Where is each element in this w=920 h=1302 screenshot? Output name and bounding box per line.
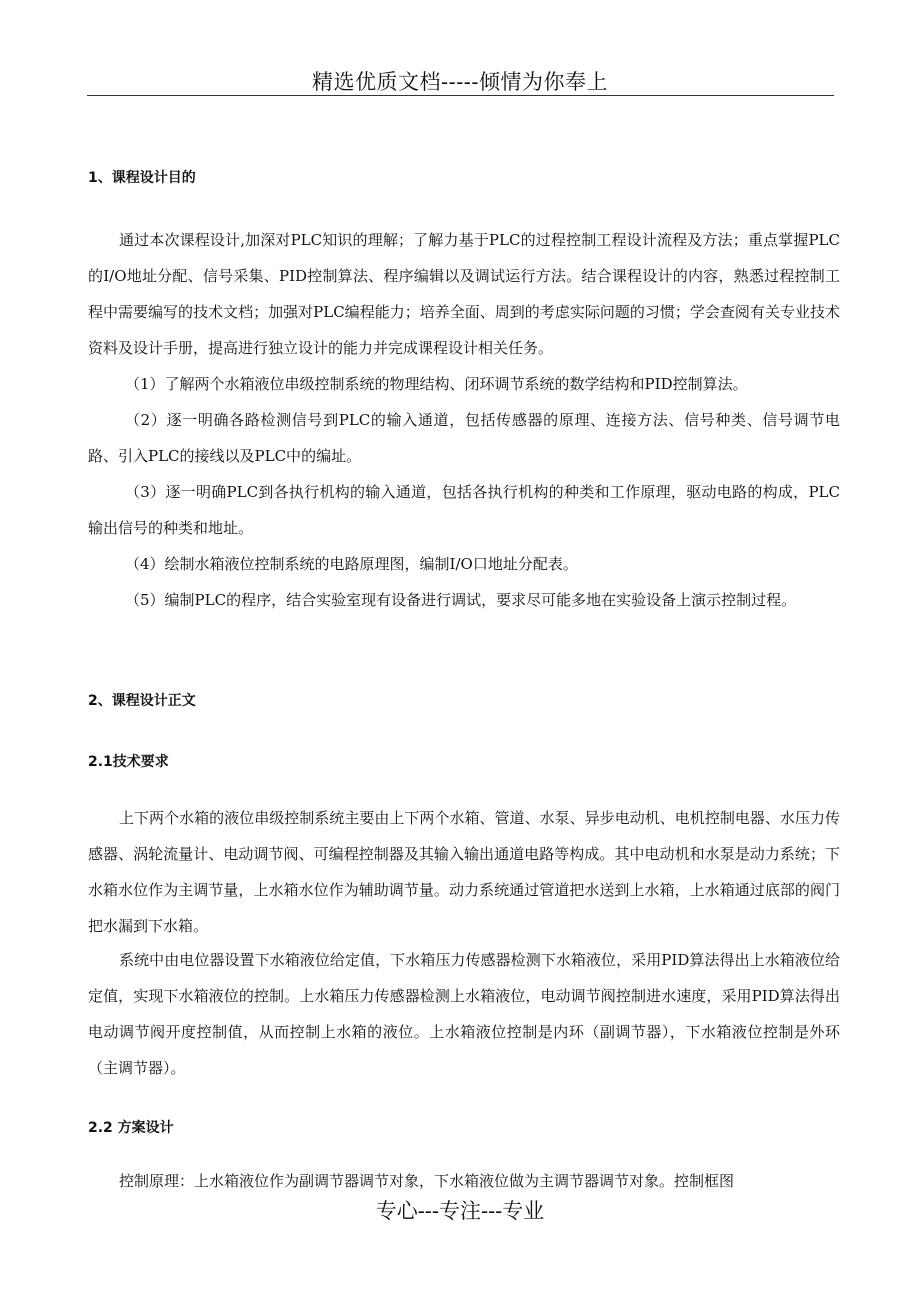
page-footer: 专心---专注---专业 — [375, 1199, 545, 1223]
section1-item-2: （2）逐一明确各路检测信号到PLC的输入通道，包括传感器的原理、连接方法、信号种类、信号调节电路、引入PLC的接线以及PLC中的编址。 — [88, 411, 840, 465]
header-rule — [87, 95, 834, 96]
section2-2-para1: 控制原理：上水箱液位作为副调节器调节对象，下水箱液位做为主调节器调节对象。控制框图 — [119, 1172, 735, 1190]
section2-1-para2: 系统中由电位器设置下水箱液位给定值，下水箱压力传感器检测下水箱液位，采用PID算法得出上水箱液位给定值，实现下水箱液位的控制。上水箱压力传感器检测上水箱液位，电动调节阀控制进水速度，采用PID算法得出电动调节阀开度控制值，从而控制上水箱的液位。上水箱液位控制是内环（副调节器），下水箱液位控制是外环（主调节器）。 — [88, 951, 840, 1077]
section2-2-heading: 2.2 方案设计 — [88, 1120, 174, 1136]
section1-item-3: （3）逐一明确PLC到各执行机构的输入通道，包括各执行机构的种类和工作原理，驱动电路的构成，PLC输出信号的种类和地址。 — [88, 483, 840, 537]
page-header: 精选优质文档-----倾情为你奉上 — [312, 70, 608, 94]
section2-1-heading: 2.1技术要求 — [88, 754, 169, 770]
section1-heading: 1、课程设计目的 — [88, 170, 196, 186]
section1-item-5: （5）编制PLC的程序，结合实验室现有设备进行调试，要求尽可能多地在实验设备上演示控制过程。 — [125, 591, 797, 609]
section1-item-1: （1）了解两个水箱液位串级控制系统的物理结构、闭环调节系统的数学结构和PID控制算法。 — [125, 375, 748, 393]
section1-intro: 通过本次课程设计,加深对PLC知识的理解；了解力基于PLC的过程控制工程设计流程及方法；重点掌握PLC的I/O地址分配、信号采集、PID控制算法、程序编辑以及调试运行方法。结合课程设计的内容，熟悉过程控制工程中需要编写的技术文档；加强对PLC编程能力；培养全面、周到的考虑实际问题的习惯；学会查阅有关专业技术资料及设计手册，提高进行独立设计的能力并完成课程设计相关任务。 — [88, 231, 840, 357]
section1-item-4: （4）绘制水箱液位控制系统的电路原理图，编制I/O口地址分配表。 — [125, 555, 578, 573]
section2-heading: 2、课程设计正文 — [88, 693, 196, 709]
section2-1-para1: 上下两个水箱的液位串级控制系统主要由上下两个水箱、管道、水泵、异步电动机、电机控制电器、水压力传感器、涡轮流量计、电动调节阀、可编程控制器及其输入输出通道电路等构成。其中电动机和水泵是动力系统；下水箱水位作为主调节量，上水箱水位作为辅助调节量。动力系统通过管道把水送到上水箱，上水箱通过底部的阀门把水漏到下水箱。 — [88, 809, 840, 935]
